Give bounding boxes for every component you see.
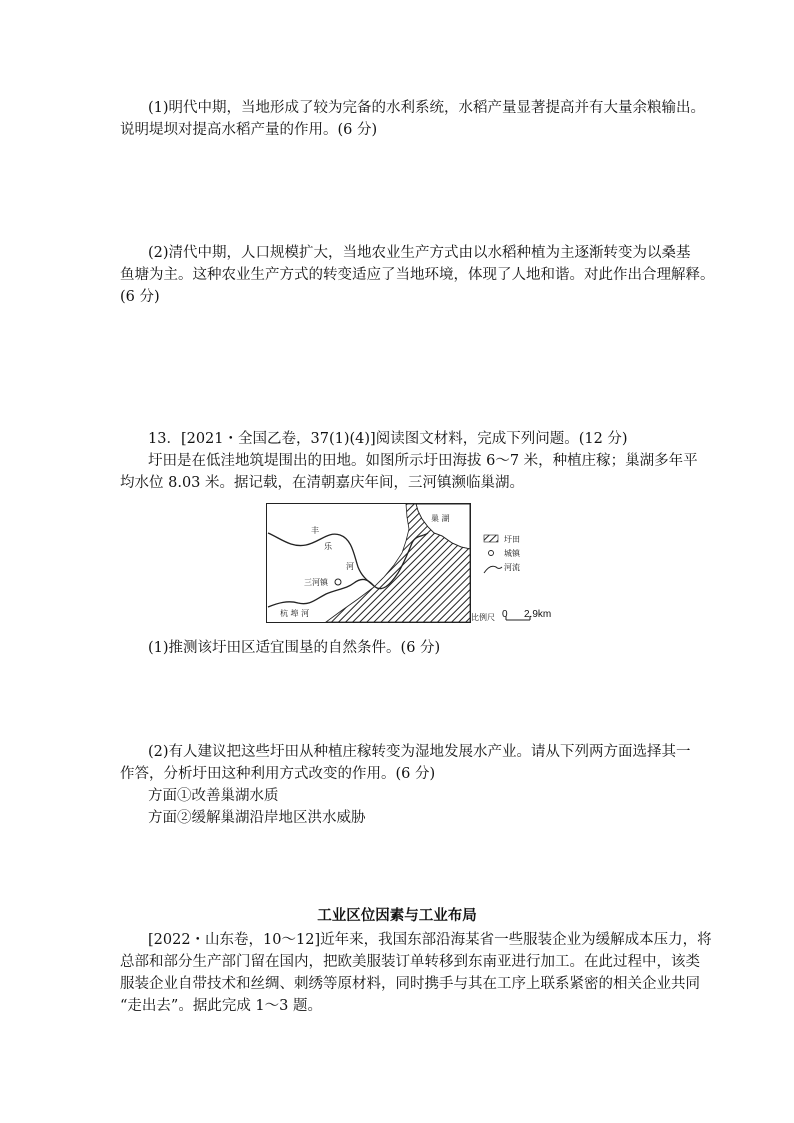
hatch-swatch-icon (484, 535, 498, 542)
scale-value: 2.9km (524, 609, 552, 620)
legend-town: 城镇 (504, 549, 520, 558)
section-intro-line3: 服装企业自带技术和丝绸、刺绣等原材料，同时携手与其在工序上联系紧密的相关企业共同 (120, 976, 700, 992)
river-hangbu-label: 杭 埠 河 (280, 609, 310, 618)
river-fengle-char-3: 河 (346, 562, 354, 571)
town-circle-icon (335, 579, 341, 585)
polder-map-figure (266, 503, 556, 625)
section-intro-line1: [2022・山东卷，10～12]近年来，我国东部沿海某省一些服装企业为缓解成本压力，将 (148, 932, 712, 948)
q13-intro-line1: 圩田是在低洼地筑堤围出的田地。如图所示圩田海拔 6～7 米，种植庄稼；巢湖多年平 (148, 453, 698, 469)
map-legend (484, 534, 521, 573)
q12-part1-line2: 说明堤坝对提高水稻产量的作用。(6 分) (120, 122, 378, 138)
river-fengle-char-2: 乐 (324, 542, 332, 551)
q12-part2-line3: (6 分) (120, 289, 160, 305)
legend-polder: 圩田 (504, 535, 520, 544)
q12-part1-line1: (1)明代中期，当地形成了较为完备的水利系统，水稻产量显著提高并有大量余粮输出。 (148, 100, 706, 116)
section-intro-line4: “走出去”。据此完成 1～3 题。 (120, 998, 322, 1014)
polder-map (266, 503, 556, 625)
q13-sub2-line2: 作答，分析圩田这种利用方式改变的作用。(6 分) (120, 766, 436, 782)
scale-zero: 0 (502, 609, 508, 620)
section-intro-line2: 总部和部分生产部门留在国内，把欧美服装订单转移到东南亚进行加工。在此过程中，该类 (120, 954, 700, 970)
q13-sub1: (1)推测该圩田区适宜围垦的自然条件。(6 分) (148, 640, 441, 656)
legend-town-icon (489, 551, 494, 556)
q12-part2-line1: (2)清代中期，人口规模扩大，当地农业生产方式由以水稻种植为主逐渐转变为以桑基 (148, 245, 691, 261)
q13-option2: 方面②缓解巢湖沿岸地区洪水威胁 (148, 810, 366, 826)
legend-river: 河流 (504, 563, 520, 572)
q13-sub2-line1: (2)有人建议把这些圩田从种植庄稼转变为湿地发展水产业。请从下列两方面选择其一 (148, 744, 691, 760)
town-label: 三河镇 (304, 578, 328, 587)
q13-header: 13．[2021・全国乙卷，37(1)(4)]阅读图文材料，完成下列问题。(12 分) (148, 431, 628, 447)
river-line-icon (484, 566, 502, 573)
river-fengle-char-1: 丰 (311, 526, 319, 535)
scale-label: 比例尺 (471, 613, 495, 622)
q13-intro-line2: 均水位 8.03 米。据记载，在清朝嘉庆年间，三河镇濒临巢湖。 (120, 475, 525, 491)
section-title: 工业区位因素与工业布局 (317, 907, 477, 924)
q13-option1: 方面①改善巢湖水质 (148, 788, 279, 804)
lake-label: 巢 湖 (431, 514, 450, 523)
q12-part2-line2: 鱼塘为主。这种农业生产方式的转变适应了当地环境，体现了人地和谐。对此作出合理解释。 (120, 267, 715, 283)
